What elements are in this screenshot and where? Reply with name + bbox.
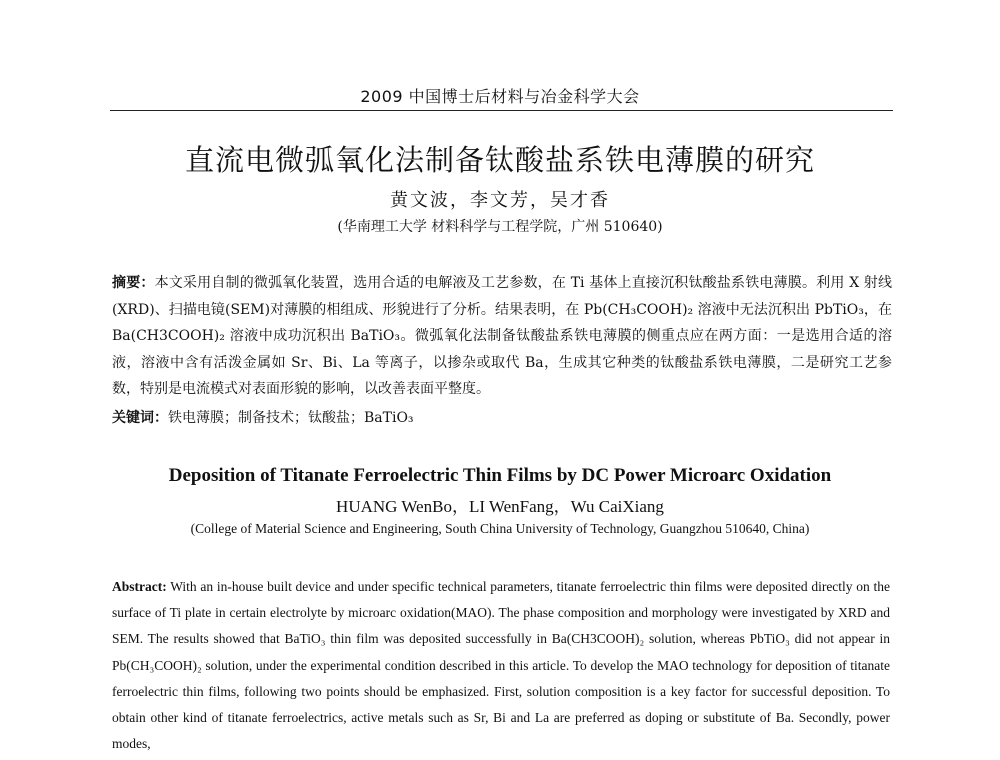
english-affiliation: (College of Material Science and Engineering, South China University of Technology, Guangzhou 510640, China) [190,521,810,536]
header-rule [110,110,893,111]
english-title: Deposition of Titanate Ferroelectric Thin Films by DC Power Microarc Oxidation [168,465,832,486]
english-authors: HUANG WenBo，LI WenFang，Wu CaiXiang [336,497,664,516]
chinese-affiliation: (华南理工大学 材料科学与工程学院，广州 510640) [337,219,663,235]
chinese-keywords [112,407,892,427]
chinese-abstract-text: 本文采用自制的微弧氧化装置，选用合适的电解液及工艺参数，在 Ti 基体上直接沉积钛酸盐系铁电薄膜。利用 X 射线(XRD)、扫描电镜(SEM)对薄膜的相组成、形貌进行了分析。结果表明，在 Pb(CH₃COOH)₂ 溶液中无法沉积出 PbTiO₃，在 Ba(CH3COOH)₂ 溶液中成功沉积出 BaTiO₃。微弧氧化法制备钛酸盐系铁电薄膜的侧重点应在两方面：一是选用合适的溶液，溶液中含有活泼金属如 Sr、Bi、La 等离子，以掺杂或取代 Ba，生成其它种类的钛酸盐系铁电薄膜，二是研究工艺参数，特别是电流模式对表面形貌的影响，以改善表面平整度。 [112,275,892,397]
chinese-keywords-text: 铁电薄膜；制备技术；钛酸盐；BaTiO₃ [168,410,414,426]
chinese-abstract-label: 摘要： [112,275,155,291]
chinese-keywords-label: 关键词： [112,410,168,426]
chinese-abstract [112,270,892,403]
english-abstract [112,574,890,757]
chinese-title: 直流电微弧氧化法制备钛酸盐系铁电薄膜的研究 [184,143,815,177]
chinese-authors: 黄文波，李文芳，吴才香 [390,190,610,211]
english-abstract-label: Abstract: [112,579,167,594]
english-abstract-text: With an in-house built device and under specific technical parameters, titanate ferroelectric thin films were deposited directly on the surface of Ti plate in certain electrolyte by microarc oxidation(MAO). The phase composition and morphology were investigated by XRD and SEM. The results showed that BaTiO₃ thin film was deposited successfully in Ba(CH3COOH)₂ solution, whereas PbTiO₃ did not appear in Pb(CH₃COOH)₂ solution, under the experimental condition described in this article. To develop the MAO technology for deposition of titanate ferroelectric thin films, following two points should be emphasized. First, solution composition is a key factor for successful deposition. To obtain other kind of titanate ferroelectrics, active metals such as Sr, Bi and La are preferred as doping or substitute of Ba. Secondly, power modes, [112,579,890,752]
conference-header: 2009 中国博士后材料与冶金科学大会 [360,87,640,106]
